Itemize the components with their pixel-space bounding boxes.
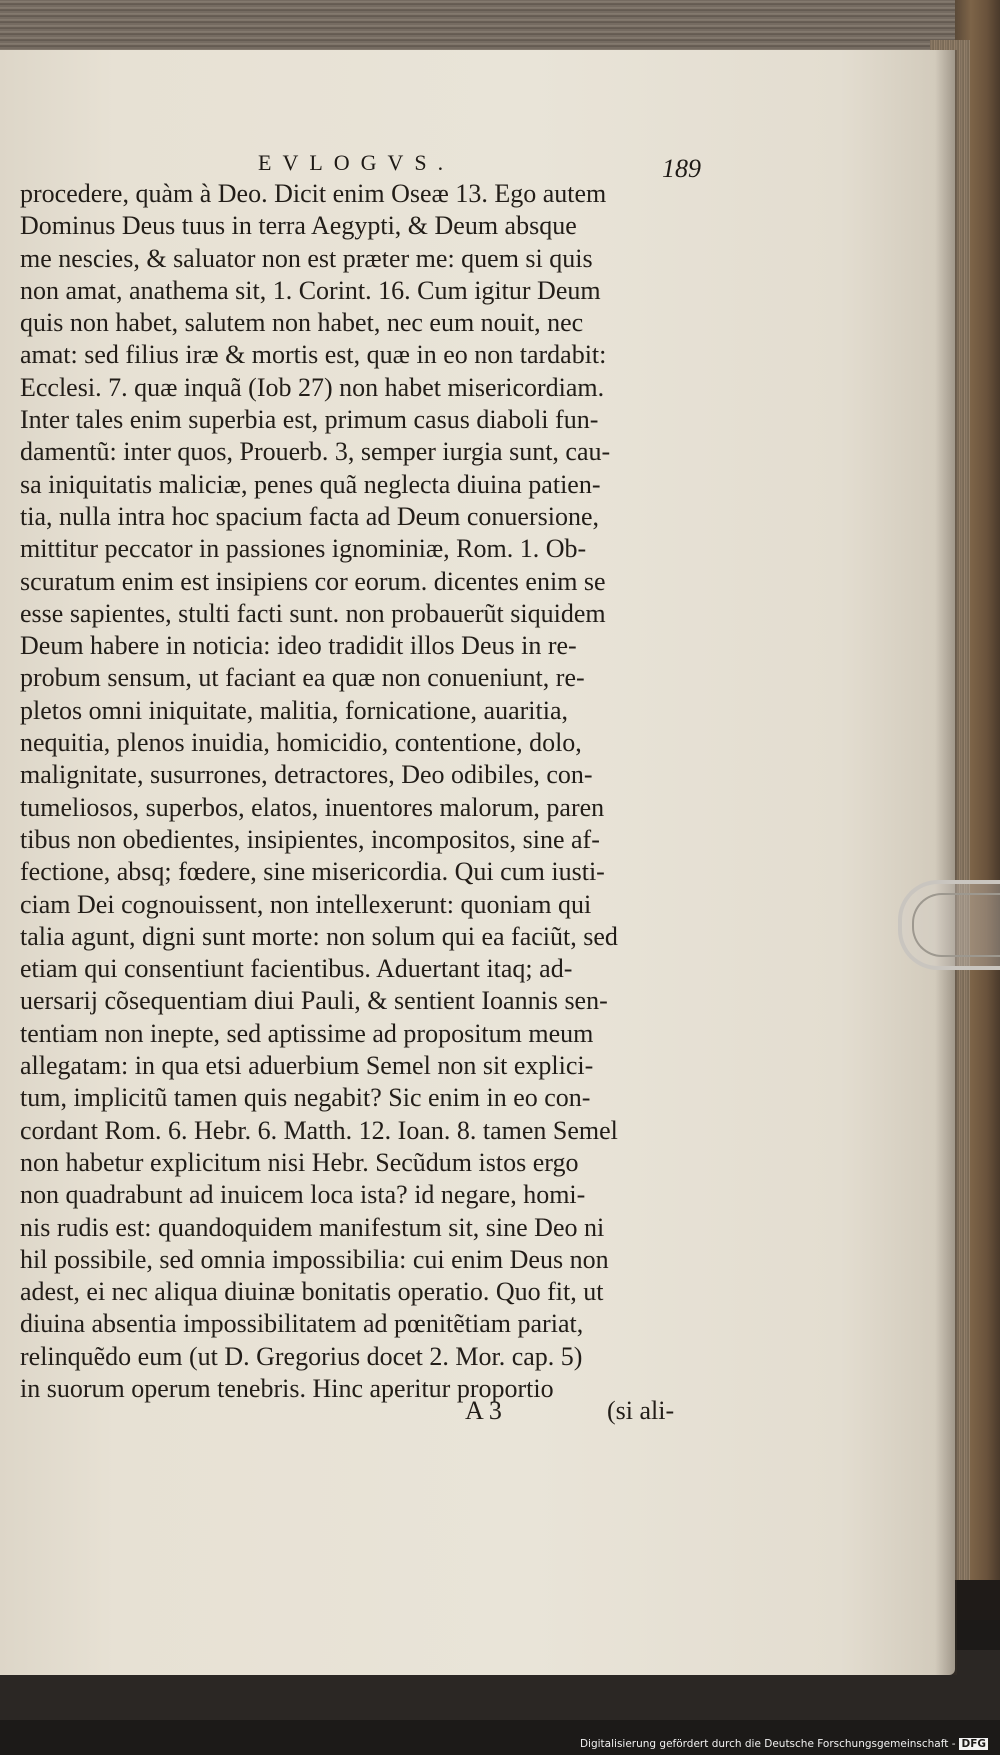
text-line: hil possibile, sed omnia impossibilia: cui enim Deus non (20, 1244, 609, 1274)
text-line: nis rudis est: quandoquidem manifestum sit, sine Deo ni (20, 1212, 605, 1242)
text-line: procedere, quàm à Deo. Dicit enim Oseæ 13. Ego autem (20, 179, 607, 208)
text-line: tia, nulla intra hoc spacium facta ad Deum conuersione, (20, 501, 600, 531)
text-line: allegatam: in qua etsi aduerbium Semel non sit explici- (20, 1051, 594, 1081)
text-line: quis non habet, salutem non habet, nec eum nouit, nec (20, 308, 584, 338)
text-line: damentũ: inter quos, Prouerb. 3, semper iurgia sunt, cau- (20, 437, 611, 467)
text-line: tibus non obedientes, insipientes, incompositos, sine af- (20, 824, 600, 854)
dfg-logo: DFG (961, 1738, 986, 1750)
text-line: uersarij cõsequentiam diui Pauli, & sentient Ioannis sen- (20, 986, 608, 1016)
text-line: pletos omni iniquitate, malitia, fornicatione, auaritia, (20, 695, 569, 725)
text-line: esse sapientes, stulti facti sunt. non probauerũt siquidem (20, 598, 606, 628)
text-line: Deum habere in noticia: ideo tradidit illos Deus in re- (20, 631, 577, 661)
text-line: tentiam non inepte, sed aptissime ad propositum meum (20, 1018, 594, 1048)
text-line: tumeliosos, superbos, elatos, inuentores malorum, paren (20, 792, 605, 822)
page-gutter-shadow (935, 50, 957, 1675)
text-line: fectione, absq; fœdere, sine misericordia. Qui cum iusti- (20, 857, 605, 887)
text-line: etiam qui consentiunt facientibus. Aduertant itaq; ad- (20, 954, 573, 984)
text-line: non amat, anathema sit, 1. Corint. 16. Cum igitur Deum (20, 275, 601, 305)
credit-text: Digitalisierung gefördert durch die Deutsche Forschungsgemeinschaft - (579, 1738, 956, 1750)
text-line: cordant Rom. 6. Hebr. 6. Matth. 12. Ioan. 8. tamen Semel (20, 1115, 618, 1145)
text-line: me nescies, & saluator non est præter me: quem si quis (20, 243, 593, 273)
text-line: non habetur explicitum nisi Hebr. Secũdum istos ergo (20, 1147, 579, 1177)
page-number: 189 (662, 154, 701, 183)
text-line: non quadrabunt ad inuicem loca ista? id negare, homi- (20, 1180, 586, 1210)
text-line: mittitur peccator in passiones ignominiæ, Rom. 1. Ob- (20, 534, 587, 564)
running-head: EVLOGVS. (258, 150, 455, 175)
text-line: talia agunt, digni sunt morte: non solum qui ea faciũt, sed (20, 921, 618, 951)
text-line: Dominus Deus tuus in terra Aegypti, & Deum absque (20, 211, 577, 241)
text-line: ciam Dei cognouissent, non intellexerunt: quoniam qui (20, 889, 592, 919)
text-line: tum, implicitũ tamen quis negabit? Sic enim in eo con- (20, 1083, 591, 1113)
metal-clip-inner (912, 893, 1000, 957)
text-line: relinquẽdo eum (ut D. Gregorius docet 2. Mor. cap. 5) (20, 1341, 583, 1371)
text-line: in suorum operum tenebris. Hinc aperitur proportio (20, 1373, 554, 1403)
page-foot (0, 1396, 700, 1430)
digitization-credit (580, 1738, 988, 1750)
text-line: Ecclesi. 7. quæ inquã (Iob 27) non habet misericordiam. (20, 372, 605, 402)
signature-mark: A 3 (465, 1396, 502, 1425)
text-line: malignitate, susurrones, detractores, Deo odibiles, con- (20, 760, 593, 790)
catchword: (si ali- (607, 1396, 675, 1425)
text-line: amat: sed filius iræ & mortis est, quæ in eo non tardabit: (20, 340, 607, 370)
text-line: Inter tales enim superbia est, primum casus diaboli fun- (20, 405, 599, 435)
page-stack-top-edge (0, 0, 960, 52)
text-line: sa iniquitatis maliciæ, penes quã neglecta diuina patien- (20, 469, 601, 499)
body-text (20, 178, 700, 1405)
text-line: adest, ei nec aliqua diuinæ bonitatis operatio. Quo fit, ut (20, 1277, 604, 1307)
text-line: probum sensum, ut faciant ea quæ non conueniunt, re- (20, 663, 585, 693)
text-line: diuina absentia impossibilitatem ad pœnitẽtiam pariat, (20, 1309, 584, 1339)
text-line: scuratum enim est insipiens cor eorum. dicentes enim se (20, 566, 606, 596)
text-line: nequitia, plenos inuidia, homicidio, contentione, dolo, (20, 728, 582, 758)
